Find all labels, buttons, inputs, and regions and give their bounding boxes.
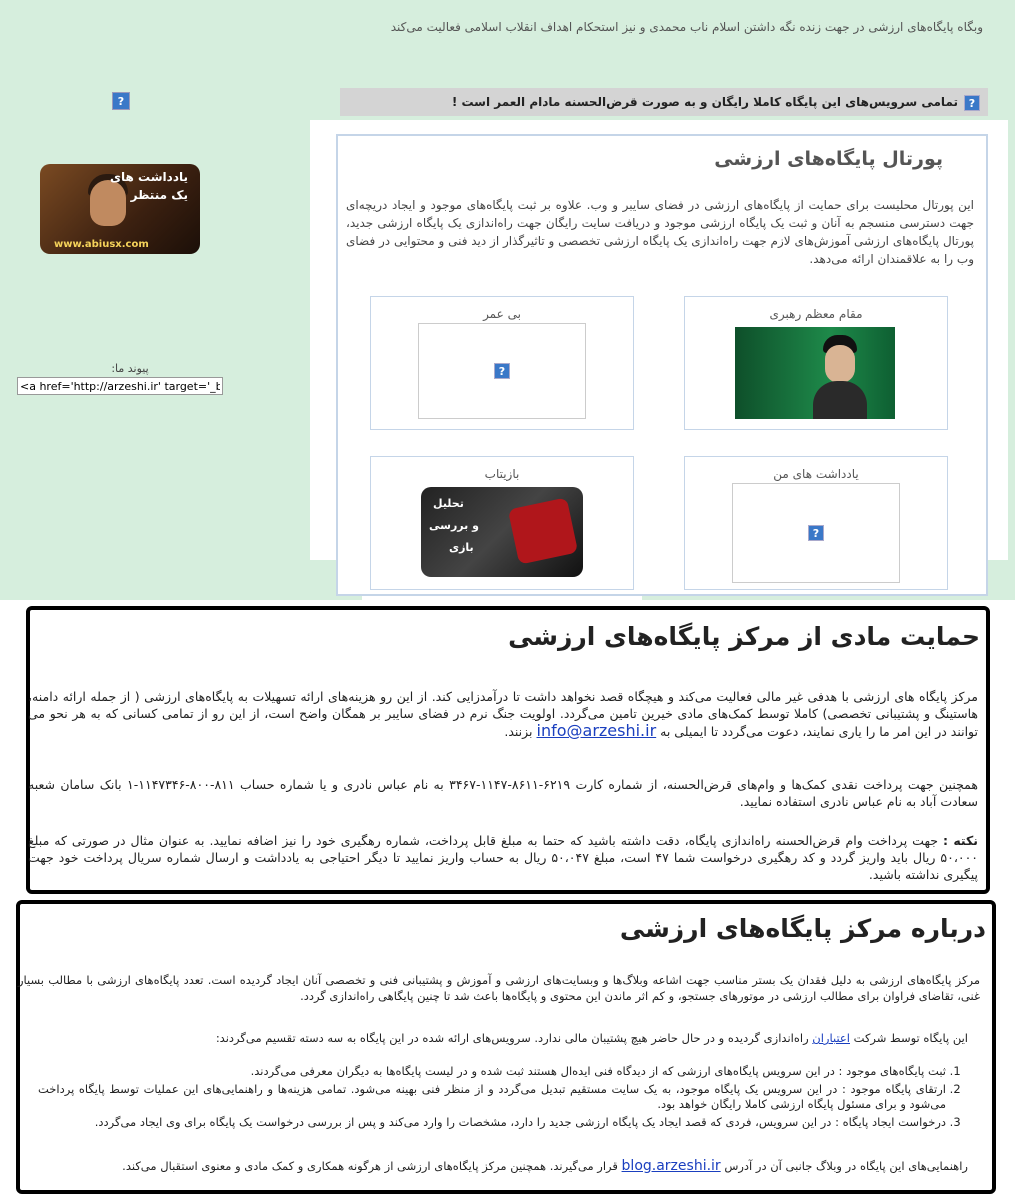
portal-title: پورتال پایگاه‌های ارزشی — [714, 148, 943, 170]
note-label: نکته : — [942, 833, 978, 848]
support-p1-end: بزنند. — [504, 724, 533, 739]
my-notes-box — [684, 456, 948, 590]
services-list — [38, 1064, 968, 1133]
my-notes-box-title: یادداشت های من — [773, 467, 859, 481]
leader-face — [825, 345, 855, 383]
support-email-link[interactable]: info@arzeshi.ir — [536, 721, 657, 740]
banner-person-face — [90, 180, 126, 226]
my-notes-image[interactable] — [732, 483, 900, 583]
about-p3-start: راهنمایی‌های این پایگاه در وبلاگ جانبی آن در آدرس — [724, 1159, 968, 1173]
about-p2-end: راه‌اندازی گردیده و در حال حاضر هیچ پشتیبان مالی ندارد. سرویس‌های ارائه شده در این پایگاه به سه دسته تقسیم می‌گردند: — [215, 1031, 809, 1045]
service-item-create: 3. درخواست ایجاد پایگاه : در این سرویس، فردی که قصد ایجاد یک پایگاه ارزشی جدید را دارد، مشخصات را وارد می‌کند و پس از بررسی درخواست یک پایگاه برای وی ایجاد می‌گردد. — [38, 1115, 946, 1130]
bazitab-image[interactable] — [421, 487, 583, 577]
notice-text: تمامی سرویس‌های این پایگاه کاملا رایگان و به صورت قرض‌الحسنه مادام العمر است ! — [451, 95, 958, 109]
link-code-label: پیوند ما: — [111, 362, 149, 375]
bazitab-logo — [508, 497, 578, 564]
notes-banner-image[interactable] — [40, 164, 200, 254]
bazitab-line3: بازی — [449, 541, 474, 554]
etebaran-link[interactable]: اعتباران — [812, 1031, 850, 1045]
support-title: حمایت مادی از مرکز پایگاه‌های ارزشی — [508, 622, 980, 651]
leader-box-title: مقام معظم رهبری — [769, 307, 863, 321]
portal-description: این پورتال محلیست برای حمایت از پایگاه‌های ارزشی در فضای سایبر و وب. علاوه بر ثبت پایگاه‌های موجود و ایجاد دریچه‌ای جهت دسترسی منسجم به آنان و ثبت یک پایگاه ارزشی موجود و دریافت سایت رایگان جهت راه‌اندازی یک پایگاه ارزشی جدید، پورتال پایگاه‌های ارزشی آموزش‌های لازم جهت راه‌اندازی یک پایگاه ارزشی تخصصی و تاثیرگذار از دید فنی و محتوایی در فضای وب را به علاقمندان ارائه می‌دهد. — [346, 198, 974, 266]
support-p1-text: مرکز پایگاه های ارزشی با هدفی غیر مالی فعالیت می‌کند و هیچگاه قصد نخواهد داشت تا درآمدزایی کند. از این رو هزینه‌های ارائه تسهیلات به پایگاه‌های ارزشی ( از جمله ارائه دامنه، هاستینگ و پشتیبانی تخصصی) کاملا توسط کمک‌های مادی خیرین تامین می‌گردد. اولویت جنگ نرم در فضای سایبر بر همگان واضح است، از این رو از تمامی کسانی که به هر نحو می توانند در این امر ما را یاری نمایند، دعوت می‌گردد تا ایمیلی به — [28, 689, 978, 739]
banner-line2: یک منتظر — [130, 188, 188, 202]
bazitab-box — [370, 456, 634, 590]
leader-box — [684, 296, 948, 430]
broken-image-icon: ? — [112, 92, 130, 110]
about-p2-start: این پایگاه توسط شرکت — [853, 1031, 968, 1045]
about-title: درباره مرکز پایگاه‌های ارزشی — [619, 914, 986, 943]
about-paragraph-1: مرکز پایگاه‌های ارزشی به دلیل فقدان یک بستر مناسب جهت اشاعه وبلاگ‌ها و وبسایت‌های ارزشی و آموزش و پشتیبانی فنی و تخصصی آنان ایجاد گردیده است. تعدد پایگاه‌های ارزشی با مطالب بسیار غنی، تقاضای فراوان برای مطالب ارزشی در موتورهای جستجو، و کم اثر ماندن این محتوی و پایگاه‌ها باعث شد تا چنین پایگاهی راه‌اندازی گردد. — [18, 973, 980, 1003]
about-p3-end: قرار می‌گیرند. همچنین مرکز پایگاه‌های ارزشی از هرگونه همکاری و کمک مادی و معنوی استقبال می‌کند. — [122, 1159, 618, 1173]
bi-omar-box-title: بی عمر — [483, 307, 521, 321]
broken-image-icon: ? — [964, 95, 980, 111]
about-panel — [16, 900, 996, 1194]
support-note — [28, 832, 978, 883]
service-item-upgrade: 2. ارتقای پایگاه موجود : در این سرویس یک پایگاه موجود، به یک سایت مستقیم تبدیل می‌گردد و از منظر فنی بهینه می‌شود. تمامی هزینه‌ها و راهنمایی‌های این عملیات توسط پایگاه پرداخت می‌شود و برای مسئول پایگاه ارزشی کاملا رایگان خواهد بود. — [38, 1082, 946, 1112]
support-paragraph-2: همچنین جهت پرداخت نقدی کمک‌ها و وام‌های قرض‌الحسنه، از شماره کارت ۶۲۱۹-۸۶۱۱-۱۱۴۷-۳۴۶۷ به نام عباس نادری و یا شماره حساب ۸۱۱-۸۰۰-۱۱۴۷۳۴۶-۱ بانک سامان شعبه سعادت آباد به نام عباس نادری استفاده نمایید. — [28, 777, 978, 809]
broken-image-icon: ? — [494, 363, 510, 379]
blog-link[interactable]: blog.arzeshi.ir — [621, 1158, 721, 1174]
link-code-input[interactable] — [17, 377, 223, 395]
bazitab-line1: تحلیل — [433, 497, 464, 510]
support-panel — [26, 606, 990, 894]
support-paragraph-1 — [28, 688, 978, 740]
broken-image-icon: ? — [808, 525, 824, 541]
banner-line1: یادداشت های — [110, 170, 188, 184]
leader-image[interactable] — [735, 327, 895, 419]
site-tagline: وبگاه پایگاه‌های ارزشی در جهت زنده نگه داشتن اسلام ناب محمدی و نیز استحکام اهداف انقلاب اسلامی فعالیت می‌کند — [390, 20, 983, 34]
about-paragraph-2 — [28, 1030, 968, 1047]
service-item-register: 1. ثبت پایگاه‌های موجود : در این سرویس پایگاه‌های ارزشی که از دیدگاه فنی ایده‌ال هستند ثبت شده و در لیست پایگاه‌ها به دیگران معرفی می‌گردند. — [38, 1064, 946, 1079]
bazitab-line2: و بررسی — [429, 519, 479, 532]
bazitab-box-title: بازیتاب — [484, 467, 520, 481]
banner-url: www.abiusx.com — [54, 239, 149, 250]
about-paragraph-3 — [28, 1158, 968, 1175]
leader-robe — [813, 381, 867, 419]
bi-omar-box — [370, 296, 634, 430]
notice-bar — [340, 88, 988, 116]
note-text: جهت پرداخت وام قرض‌الحسنه راه‌اندازی پایگاه، دقت داشته باشید که حتما به مبلغ قابل پرداخت، شماره رهگیری خود را نیز اضافه نمایید. به عنوان مثال در صورتی که مبلغ ۵۰،۰۰۰ ریال باید واریز گردد و کد رهگیری درخواست شما ۴۷ است، مبلغ ۵۰،۰۴۷ ریال به حساب واریز نمایید تا دیگر احتیاجی به یادداشت و ارسال شماره سریال پرداخت خود جهت پیگیری نداشته باشید. — [28, 833, 978, 882]
bi-omar-image[interactable] — [418, 323, 586, 419]
